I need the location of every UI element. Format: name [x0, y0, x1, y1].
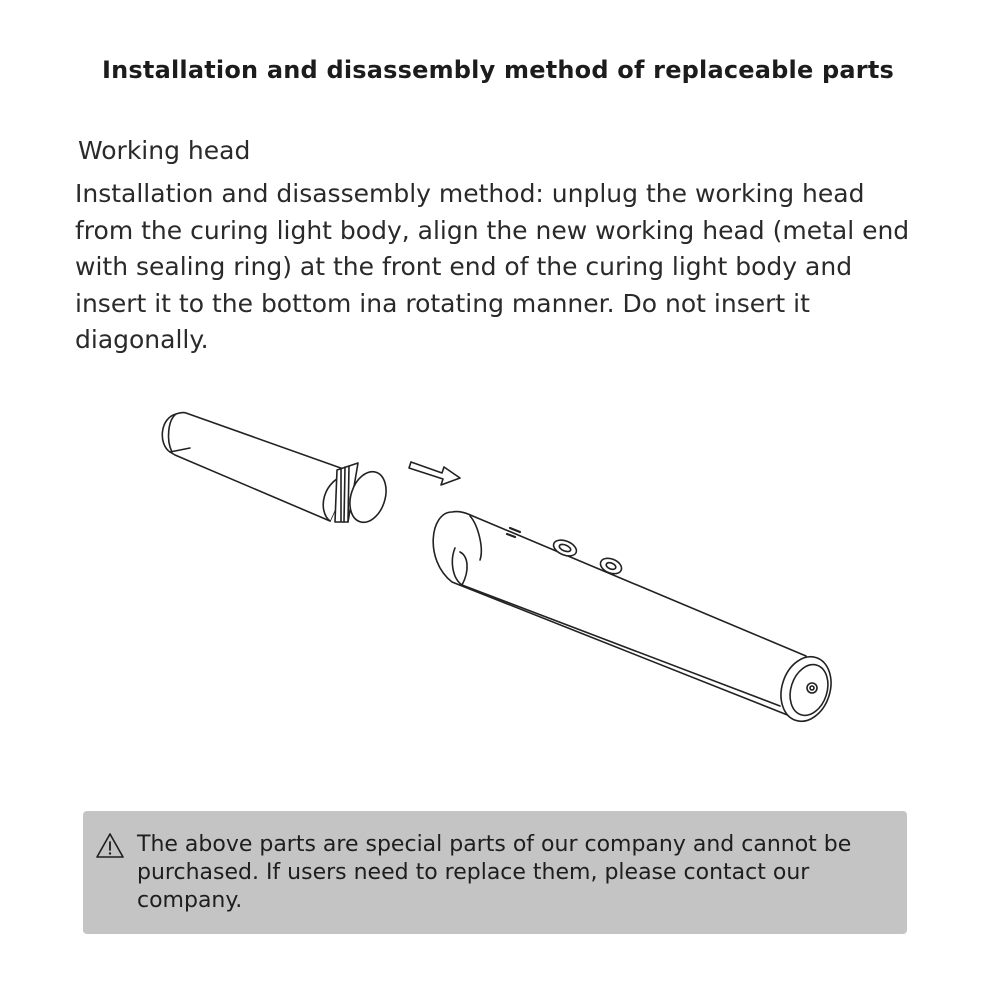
- instruction-paragraph: Installation and disassembly method: unplug the working head from the curing light body, align the new working head (metal end with sealing ring) at the front end of the curing light body and insert it to the bottom ina rotating manner. Do not insert it diagonally.: [75, 179, 910, 354]
- arrow-icon: [409, 462, 460, 485]
- curing-light-body-drawing: [433, 512, 839, 728]
- notice-text: The above parts are special parts of our company and cannot be purchased. If users need to replace them, please contact our company.: [137, 832, 852, 913]
- page-title: Installation and disassembly method of replaceable parts: [102, 56, 894, 84]
- notice-box: [83, 811, 907, 934]
- installation-illustration: [150, 400, 850, 730]
- warning-triangle-icon: [95, 832, 125, 860]
- working-head-drawing: [162, 413, 392, 527]
- section-heading: Working head: [78, 136, 251, 165]
